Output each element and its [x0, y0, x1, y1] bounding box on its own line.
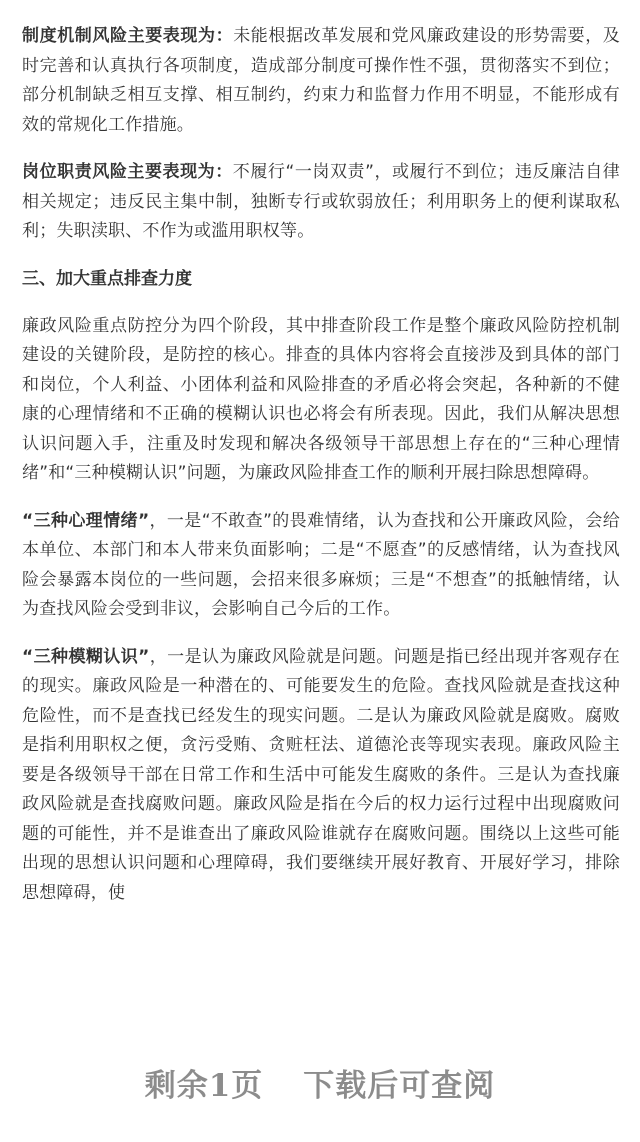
paragraph-lead: “三种模糊认识”: [22, 646, 150, 667]
remaining-pages-label: 剩余1页: [144, 1068, 264, 1104]
paragraph-key-inspection: [22, 312, 620, 489]
download-prompt[interactable]: [0, 1060, 640, 1105]
paragraph-text: ，一是“不敢查”的畏难情绪，认为查找和公开廉政风险，会给本单位、本部门和本人带来负面影响；二是“不愿查”的反感情绪，认为查找风险会暴露本岗位的一些问题，会招来很多麻烦；三是“不想查”的抵触情绪，认为查找风险会受到非议，会影响自己今后的工作。: [22, 510, 620, 619]
document-body: [22, 22, 620, 908]
paragraph-duty-risk: [22, 158, 620, 247]
paragraph-text: ，一是认为廉政风险就是问题。问题是指已经出现并客观存在的现实。廉政风险是一种潜在的、可能要发生的危险。查找风险就是查找这种危险性，而不是查找已经发生的现实问题。二是认为廉政风险就是腐败。腐败是指利用职权之便，贪污受贿、贪赃枉法、道德沦丧等现实表现。廉政风险主要是各级领导干部在日常工作和生活中可能发生腐败的条件。三是认为查找廉政风险就是查找腐败问题。廉政风险是指在今后的权力运行过程中出现腐败问题的可能性，并不是谁查出了廉政风险谁就存在腐败问题。围绕以上这些可能出现的思想认识问题和心理障碍，我们要继续开展好教育、开展好学习，排除思想障碍，使: [22, 646, 620, 903]
paragraph-three-misconceptions: [22, 643, 620, 909]
paragraph-text: 未能根据改革发展和党风廉政建设的形势需要，及时完善和认真执行各项制度，造成部分制度可操作性不强，贯彻落实不到位；部分机制缺乏相互支撑、相互制约，约束力和监督力作用不明显，不能形成有效的常规化工作措施。: [22, 26, 620, 135]
paragraph-text: 不履行“一岗双责”，或履行不到位；违反廉洁自律相关规定；违反民主集中制，独断专行或软弱放任；利用职务上的便利谋取私利；失职渎职、不作为或滥用职权等。: [22, 162, 621, 241]
paragraph-institutional-risk: [22, 22, 620, 140]
paragraph-lead: 制度机制风险主要表现为：: [22, 26, 234, 46]
section-heading: 三、加大重点排查力度: [22, 268, 192, 289]
paragraph-lead: 岗位职责风险主要表现为：: [22, 162, 233, 182]
paragraph-text: 廉政风险重点防控分为四个阶段，其中排查阶段工作是整个廉政风险防控机制建设的关键阶段，是防控的核心。排查的具体内容将会直接涉及到具体的部门和岗位，个人利益、小团体利益和风险排查的矛盾必将会突起，各种新的不健康的心理情绪和不正确的模糊认识也必将会有所表现。因此，我们从解决思想认识问题入手，注重及时发现和解决各级领导干部思想上存在的“三种心理情绪”和“三种模糊认识”问题，为廉政风险排查工作的顺利开展扫除思想障碍。: [22, 315, 620, 483]
download-to-view-label: 下载后可查阅: [303, 1068, 496, 1104]
paragraph-lead: “三种心理情绪”: [22, 510, 150, 531]
paragraph-three-emotions: [22, 507, 620, 625]
